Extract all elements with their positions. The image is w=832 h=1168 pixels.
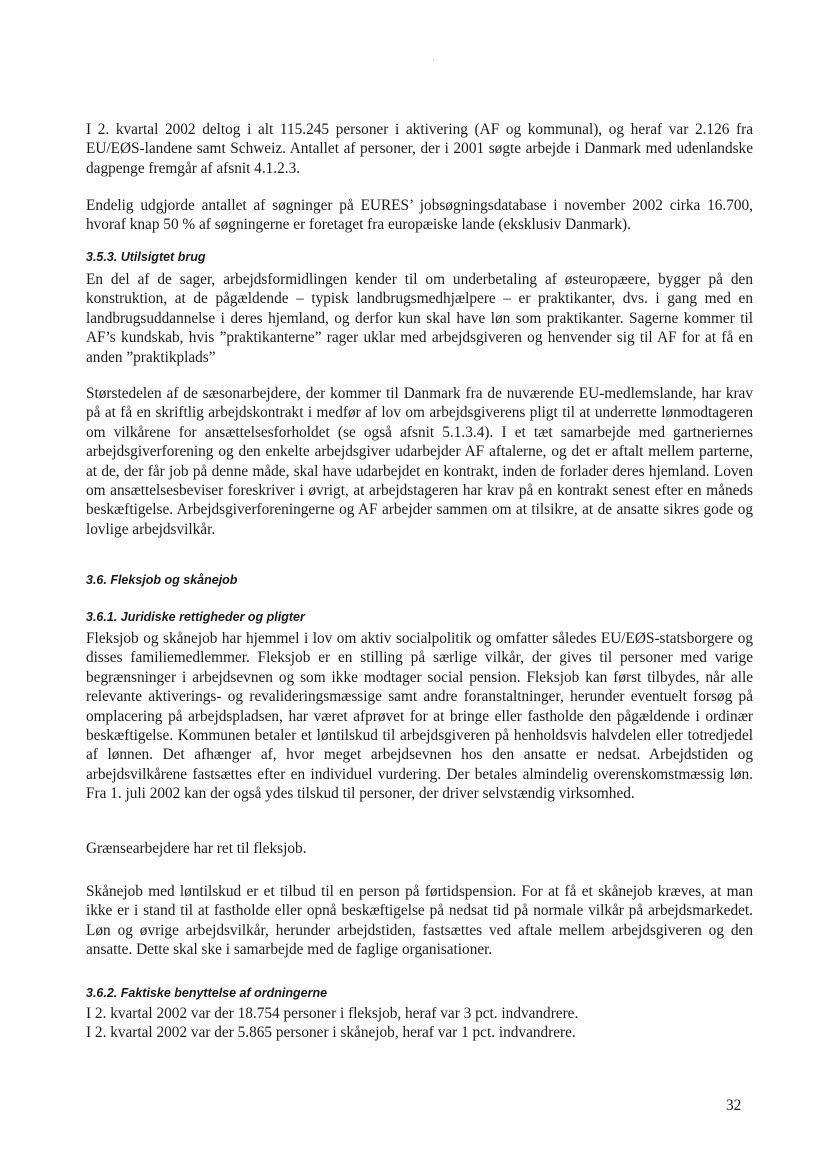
stat-line-flexjob: I 2. kvartal 2002 var der 18.754 personer i fleksjob, heraf var 3 pct. indvandrere. xyxy=(86,1005,579,1022)
section-heading-3-6-2: 3.6.2. Faktiske benyttelse af ordningerne xyxy=(86,986,328,1000)
scan-speck xyxy=(433,60,434,61)
paragraph-flexjob-legal: Fleksjob og skånejob har hjemmel i lov om aktiv socialpolitik og omfatter således EU/EØS-statsborgere og disses familiemedlemmer. Fleksjob er en stilling på særlige vilkår, der gives til personer med varige begrænsninger i arbejdsevnen og som ikke modtager social pension. Fleksjob kan først tilbydes, når alle relevante aktiverings- og revalideringsmæssige samt andre foranstaltninger, herunder eventuelt forsøg på omplacering på arbejdspladsen, har været afprøvet for at bringe eller fastholde den pågældende i ordinær beskæftigelse. Kommunen betaler et løntilskud til arbejdsgiveren på henholdsvis halvdelen eller totredjedel af lønnen. Det afhænger af, hvor meget arbejdsevnen hos den ansatte er nedsat. Arbejdstiden og arbejdsvilkårene fastsættes efter en individuel vurdering. Der betales almindelig overenskomstmæssig løn. Fra 1. juli 2002 kan der også ydes tilskud til personer, der driver selvstændig virksomhed. xyxy=(86,630,753,803)
section-heading-3-5-3: 3.5.3. Utilsigtet brug xyxy=(86,250,206,264)
paragraph-border-workers: Grænsearbejdere har ret til fleksjob. xyxy=(86,840,307,857)
paragraph-activation-stats: I 2. kvartal 2002 deltog i alt 115.245 personer i aktivering (AF og kommunal), og heraf var 2.126 fra EU/EØS-landene samt Schweiz. Antallet af personer, der i 2001 søgte arbejde i Danmark med udenlandske dagpenge fremgår af afsnit 4.1.2.3. xyxy=(86,121,753,177)
stat-line-sheltered-job: I 2. kvartal 2002 var der 5.865 personer i skånejob, heraf var 1 pct. indvandrere. xyxy=(86,1024,576,1041)
section-heading-3-6: 3.6. Fleksjob og skånejob xyxy=(86,573,238,587)
paragraph-seasonal-workers: Størstedelen af de sæsonarbejdere, der kommer til Danmark fra de nuværende EU-medlemslande, har krav på at få en skriftlig arbejdskontrakt i medfør af lov om arbejdsgiverens pligt til at underrette lønmodtageren om vilkårene for ansættelsesforholdet (se også afsnit 5.1.3.4). I et tæt samarbejde med gartneriernes arbejdsgiverforening og den enkelte arbejdsgiver udarbejder AF aftalerne, og det er aftalt mellem parterne, at de, der får job på denne måde, skal have udarbejdet en kontrakt, inden de forlader deres hjemland. Loven om ansættelsesbeviser foreskriver i øvrigt, at arbejdstageren har krav på en kontrakt senest efter en måneds beskæftigelse. Arbejdsgiverforeningerne og AF arbejder sammen om at tilsikre, at de ansatte sikres gode og lovlige arbejdsvilkår. xyxy=(86,385,753,538)
paragraph-sheltered-job: Skånejob med løntilskud er et tilbud til en person på førtidspension. For at få et skånejob kræves, at man ikke er i stand til at fastholde eller opnå beskæftigelse på nedsat tid på normale vilkår på arbejdsmarkedet. Løn og øvrige arbejdsvilkår, herunder arbejdstiden, fastsættes ved aftale mellem arbejdsgiveren og den ansatte. Dette skal ske i samarbejde med de faglige organisationer. xyxy=(86,883,753,959)
section-heading-3-6-1: 3.6.1. Juridiske rettigheder og pligter xyxy=(86,610,305,624)
page-number: 32 xyxy=(726,1097,742,1114)
paragraph-underpayment: En del af de sager, arbejdsformidlingen kender til om underbetaling af østeuropæere, bygger på den konstruktion, at de pågældende – typisk landbrugsmedhjælpere – er praktikanter, dvs. i gang med en landbrugsuddannelse i deres hjemland, og derfor kun skal have løn som praktikanter. Sagerne kommer til AF’s kundskab, hvis ”praktikanterne” rager uklar med arbejdsgiveren og henvender sig til AF for at få en anden ”praktikplads” xyxy=(86,271,753,366)
paragraph-eures-searches: Endelig udgjorde antallet af søgninger på EURES’ jobsøgningsdatabase i november 2002 cirka 16.700, hvoraf knap 50 % af søgningerne er foretaget fra europæiske lande (eksklusiv Danmark). xyxy=(86,197,753,234)
